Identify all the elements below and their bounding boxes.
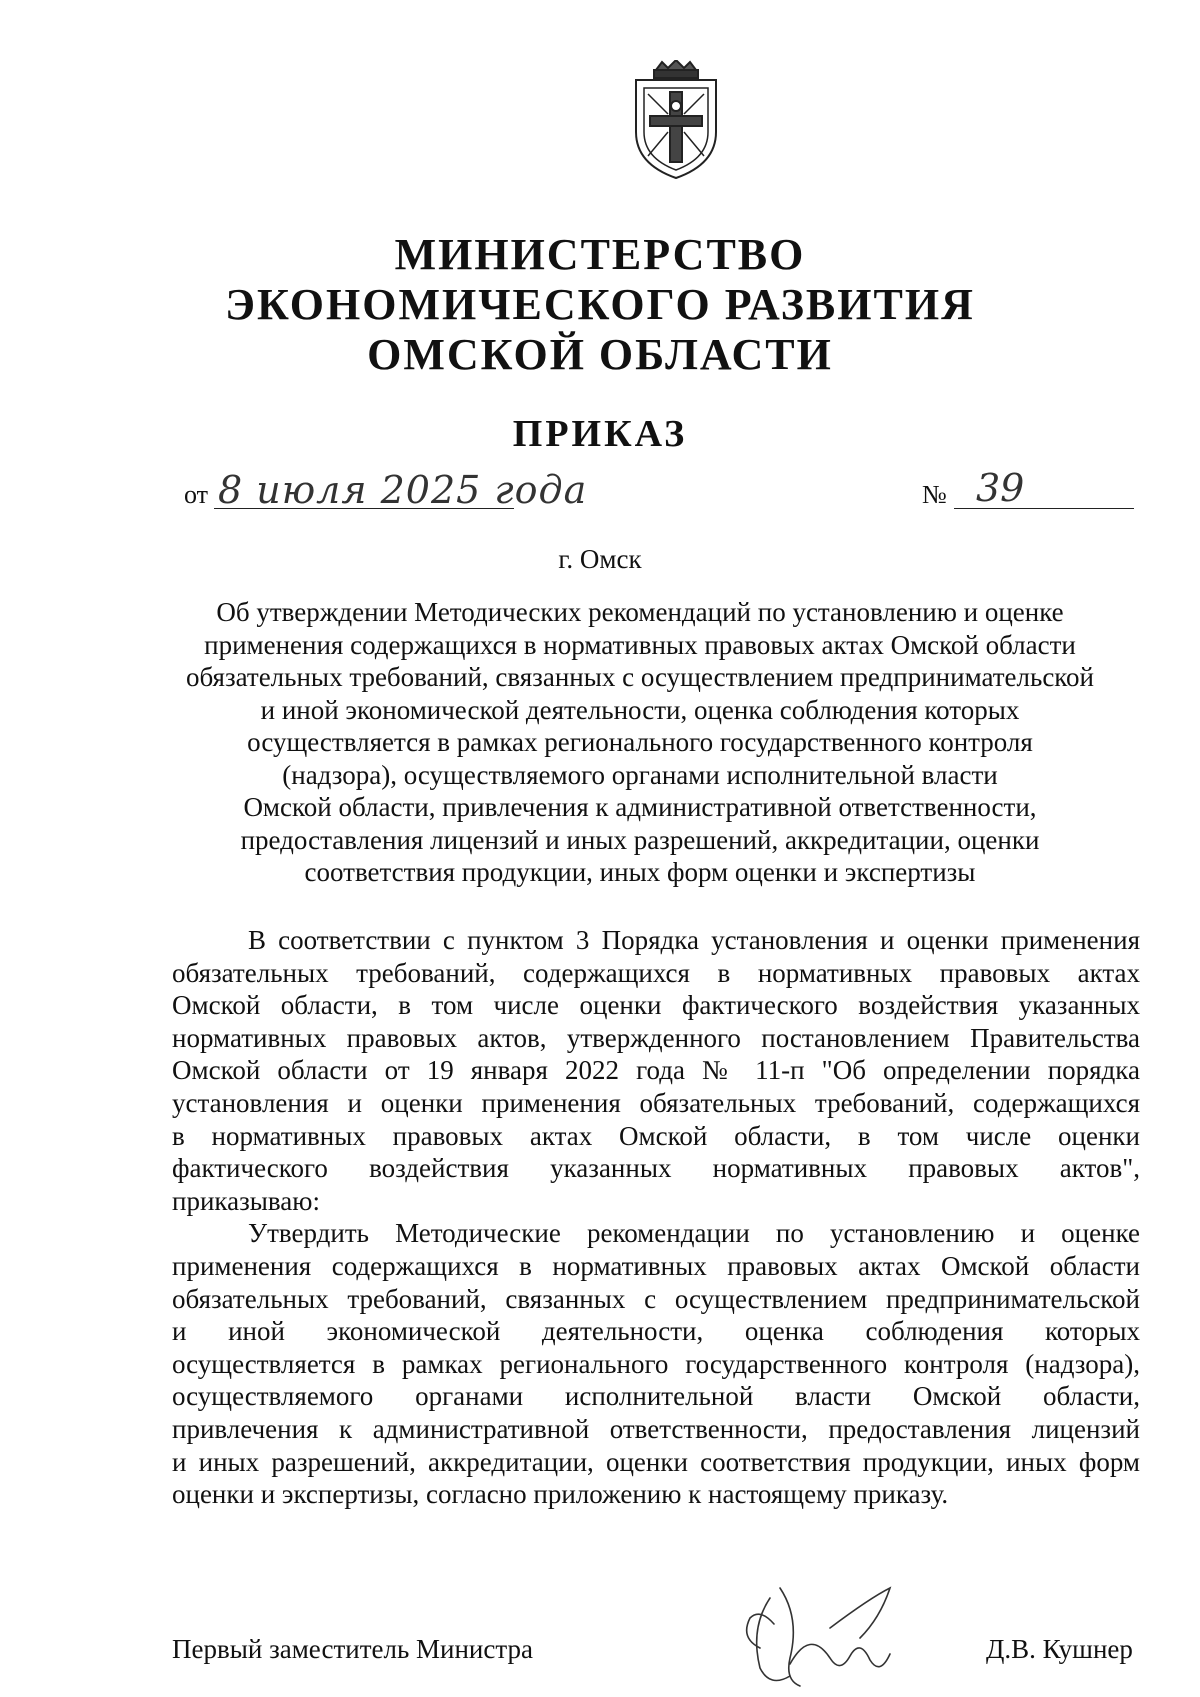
signer-position: Первый заместитель Министра xyxy=(172,1634,533,1664)
ministry-name-line-3: ОМСКОЙ ОБЛАСТИ xyxy=(367,330,833,379)
body-line: осуществляется в рамках регионального государственного контроля (надзора), xyxy=(172,1348,1140,1379)
body-line: оценки и экспертизы, согласно приложению к настоящему приказу. xyxy=(172,1479,949,1510)
body-line: Омской области от 19 января 2022 года № 11-п "Об определении порядка xyxy=(172,1055,1140,1086)
title-line: соответствия продукции, иных форм оценки и экспертизы xyxy=(304,857,976,887)
title-line: обязательных требований, связанных с осуществлением предпринимательской xyxy=(185,662,1095,692)
city: г. Омск xyxy=(558,544,642,574)
body-line: установления и оценки применения обязательных требований, содержащихся xyxy=(172,1087,1140,1118)
body-line: в нормативных правовых актах Омской области, в том числе оценки xyxy=(172,1120,1140,1151)
signer-name: Д.В. Кушнер xyxy=(986,1634,1133,1664)
handwritten-date: 8 июля 2025 года xyxy=(218,468,588,512)
title-line: (надзора), осуществляемого органами исполнительной власти xyxy=(282,759,998,790)
ministry-name-line-1: МИНИСТЕРСТВО xyxy=(394,230,806,279)
body-line: обязательных требований, содержащихся в нормативных правовых актах xyxy=(172,957,1140,988)
title-line: осуществляется в рамках регионального государственного контроля xyxy=(247,727,1033,757)
body-line: В соответствии с пунктом 3 Порядка установления и оценки применения xyxy=(248,925,1140,955)
title-line: предоставления лицензий и иных разрешений, аккредитации, оценки xyxy=(240,824,1040,855)
document-title xyxy=(150,596,1130,889)
body-line: Омской области, в том числе оценки фактического воздействия указанных xyxy=(172,990,1140,1021)
handwritten-signature-icon xyxy=(730,1568,940,1696)
body-line: и иной экономической деятельности, оценка соблюдения которых xyxy=(172,1316,1140,1347)
body-line: обязательных требований, связанных с осуществлением предпринимательской xyxy=(172,1283,1140,1314)
date-label: от xyxy=(184,480,209,509)
document-type: ПРИКАЗ xyxy=(512,413,688,455)
number-label: № xyxy=(922,480,947,509)
title-line: применения содержащихся в нормативных правовых актах Омской области xyxy=(204,629,1076,660)
handwritten-number: 39 xyxy=(976,466,1025,510)
omsk-coat-of-arms-icon xyxy=(628,60,724,180)
body-line: применения содержащихся в нормативных правовых актах Омской области xyxy=(172,1250,1140,1281)
body-line: Утвердить Методические рекомендации по установлению и оценке xyxy=(248,1218,1140,1249)
title-line: Об утверждении Методических рекомендаций по установлению и оценке xyxy=(216,597,1064,627)
body-line: нормативных правовых актов, утвержденного постановлением Правительства xyxy=(172,1022,1140,1053)
title-line: и иной экономической деятельности, оценка соблюдения которых xyxy=(260,694,1020,725)
title-line: Омской области, привлечения к административной ответственности, xyxy=(243,792,1037,822)
body-line: осуществляемого органами исполнительной власти Омской области, xyxy=(172,1381,1140,1412)
ministry-name-line-2: ЭКОНОМИЧЕСКОГО РАЗВИТИЯ xyxy=(225,280,975,329)
body-line: приказываю: xyxy=(172,1185,320,1216)
body-line: и иных разрешений, аккредитации, оценки соответствия продукции, иных форм xyxy=(172,1446,1140,1477)
body-line: привлечения к административной ответственности, предоставления лицензий xyxy=(172,1413,1140,1444)
document-body xyxy=(172,924,1140,1511)
body-line: фактического воздействия указанных нормативных правовых актов", xyxy=(172,1153,1140,1184)
